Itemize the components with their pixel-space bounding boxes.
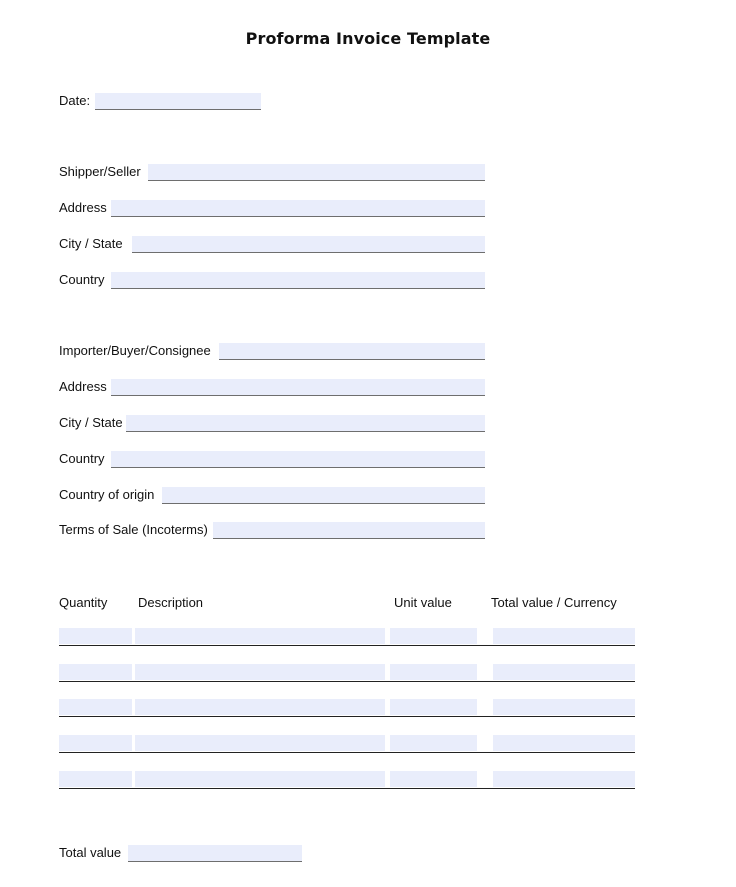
total-value-label: Total value xyxy=(59,845,122,860)
shipper-country-label: Country xyxy=(59,272,105,287)
country-of-origin-row xyxy=(59,487,489,506)
importer-buyer-label: Importer/Buyer/Consignee xyxy=(59,343,211,358)
terms-of-sale-label: Terms of Sale (Incoterms) xyxy=(59,522,208,537)
importer-country-label: Country xyxy=(59,451,105,466)
shipper-seller-row xyxy=(59,164,489,183)
shipper-country-row xyxy=(59,272,489,291)
importer-city-state-row xyxy=(59,415,489,434)
table-row-rule xyxy=(59,788,635,789)
importer-city-state-label: City / State xyxy=(59,415,123,430)
description-cell[interactable] xyxy=(135,664,385,680)
importer-address-field[interactable] xyxy=(111,379,485,396)
total-value-cell[interactable] xyxy=(493,664,635,680)
table-row-rule xyxy=(59,752,635,753)
description-cell[interactable] xyxy=(135,735,385,751)
importer-country-row xyxy=(59,451,489,470)
total-value-currency-header: Total value / Currency xyxy=(491,595,617,610)
description-cell[interactable] xyxy=(135,771,385,787)
total-value-cell[interactable] xyxy=(493,771,635,787)
date-row xyxy=(59,93,269,112)
quantity-cell[interactable] xyxy=(59,664,132,680)
terms-of-sale-field[interactable] xyxy=(213,522,485,539)
total-value-cell[interactable] xyxy=(493,628,635,644)
description-cell[interactable] xyxy=(135,699,385,715)
shipper-seller-label: Shipper/Seller xyxy=(59,164,141,179)
description-cell[interactable] xyxy=(135,628,385,644)
unit-value-cell[interactable] xyxy=(390,664,477,680)
country-of-origin-label: Country of origin xyxy=(59,487,155,502)
shipper-city-state-row xyxy=(59,236,489,255)
quantity-cell[interactable] xyxy=(59,699,132,715)
date-label: Date: xyxy=(59,93,91,108)
importer-buyer-field[interactable] xyxy=(219,343,485,360)
unit-value-header: Unit value xyxy=(394,595,452,610)
total-value-row xyxy=(59,845,309,864)
table-row-rule xyxy=(59,645,635,646)
date-field[interactable] xyxy=(95,93,261,110)
importer-address-row xyxy=(59,379,489,398)
shipper-seller-field[interactable] xyxy=(148,164,485,181)
unit-value-cell[interactable] xyxy=(390,735,477,751)
importer-buyer-row xyxy=(59,343,489,362)
country-of-origin-field[interactable] xyxy=(162,487,485,504)
shipper-city-state-field[interactable] xyxy=(132,236,485,253)
quantity-header: Quantity xyxy=(59,595,108,610)
quantity-cell[interactable] xyxy=(59,628,132,644)
importer-city-state-field[interactable] xyxy=(126,415,485,432)
shipper-address-field[interactable] xyxy=(111,200,485,217)
total-value-cell[interactable] xyxy=(493,735,635,751)
importer-country-field[interactable] xyxy=(111,451,485,468)
table-row-rule xyxy=(59,716,635,717)
shipper-country-field[interactable] xyxy=(111,272,485,289)
shipper-city-state-label: City / State xyxy=(59,236,123,251)
description-header: Description xyxy=(138,595,204,610)
shipper-address-row xyxy=(59,200,489,219)
shipper-address-label: Address xyxy=(59,200,107,215)
unit-value-cell[interactable] xyxy=(390,771,477,787)
document-title: Proforma Invoice Template xyxy=(245,29,491,48)
total-value-cell[interactable] xyxy=(493,699,635,715)
quantity-cell[interactable] xyxy=(59,771,132,787)
importer-address-label: Address xyxy=(59,379,107,394)
unit-value-cell[interactable] xyxy=(390,699,477,715)
quantity-cell[interactable] xyxy=(59,735,132,751)
unit-value-cell[interactable] xyxy=(390,628,477,644)
total-value-field[interactable] xyxy=(128,845,302,862)
terms-of-sale-row xyxy=(59,522,489,541)
table-row-rule xyxy=(59,681,635,682)
